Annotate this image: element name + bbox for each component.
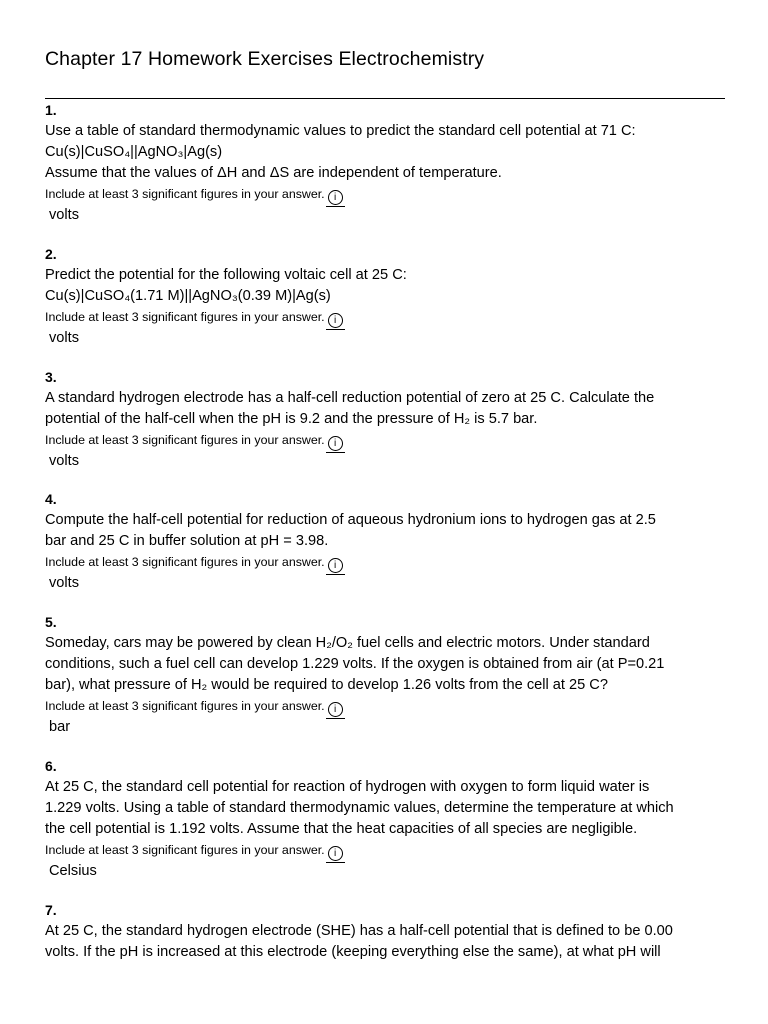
answer-unit: volts [49, 453, 80, 469]
question-5 [45, 613, 725, 738]
question-text-line: potential of the half-cell when the pH is 9.2 and the pressure of H₂ is 5.7 bar. [45, 411, 538, 427]
answer-unit: Celsius [49, 863, 97, 879]
sig-fig-hint [45, 696, 725, 717]
question-number: 1. [45, 102, 57, 118]
question-text-line: Cu(s)|CuSO₄(1.71 M)||AgNO₃(0.39 M)|Ag(s) [45, 288, 331, 304]
question-text-line: A standard hydrogen electrode has a half-cell reduction potential of zero at 25 C. Calculate the [45, 390, 655, 406]
hint-text: Include at least 3 significant figures in your answer. [45, 699, 325, 713]
sig-fig-hint [45, 430, 725, 451]
sig-fig-hint [45, 184, 725, 205]
info-icon[interactable]: i [328, 436, 343, 451]
question-text-line: Predict the potential for the following voltaic cell at 25 C: [45, 267, 407, 283]
question-text-line: Compute the half-cell potential for reduction of aqueous hydronium ions to hydrogen gas at 2.5 [45, 512, 656, 528]
hint-text: Include at least 3 significant figures in your answer. [45, 433, 325, 447]
question-number: 4. [45, 491, 57, 507]
sig-fig-hint [45, 840, 725, 861]
hint-text: Include at least 3 significant figures in your answer. [45, 187, 325, 201]
question-text-line: At 25 C, the standard cell potential for reaction of hydrogen with oxygen to form liquid water is [45, 779, 650, 795]
question-text-line: the cell potential is 1.192 volts. Assume that the heat capacities of all species are negligible. [45, 821, 638, 837]
question-number: 2. [45, 246, 57, 262]
answer-unit: volts [49, 330, 80, 346]
question-text-line: Cu(s)|CuSO₄||AgNO₃|Ag(s) [45, 144, 223, 160]
question-text-line: bar and 25 C in buffer solution at pH = 3.98. [45, 533, 329, 549]
question-7 [45, 901, 725, 963]
question-text-line: At 25 C, the standard hydrogen electrode (SHE) has a half-cell potential that is defined to be 0.00 [45, 923, 673, 939]
sig-fig-hint [45, 552, 725, 573]
info-icon[interactable]: i [328, 846, 343, 861]
answer-unit: volts [49, 207, 80, 223]
answer-unit: bar [49, 719, 71, 735]
hint-text: Include at least 3 significant figures in your answer. [45, 555, 325, 569]
question-number: 6. [45, 758, 57, 774]
question-1 [45, 101, 725, 226]
title-divider [45, 98, 725, 99]
sig-fig-hint [45, 307, 725, 328]
question-3 [45, 368, 725, 472]
info-icon[interactable]: i [328, 558, 343, 573]
info-icon[interactable]: i [328, 702, 343, 717]
page-title: Chapter 17 Homework Exercises Electrochemistry [45, 48, 485, 70]
question-text-line: Assume that the values of ΔH and ΔS are independent of temperature. [45, 165, 502, 181]
question-number: 3. [45, 369, 57, 385]
question-text-line: conditions, such a fuel cell can develop 1.229 volts. If the oxygen is obtained from air (at P=0.21 [45, 656, 665, 672]
question-number: 7. [45, 902, 57, 918]
question-2 [45, 245, 725, 349]
question-6 [45, 757, 725, 882]
worksheet-page [45, 0, 725, 1024]
question-text-line: volts. If the pH is increased at this electrode (keeping everything else the same), at what pH will [45, 944, 661, 960]
question-text-line: Someday, cars may be powered by clean H₂/O₂ fuel cells and electric motors. Under standard [45, 635, 650, 651]
hint-text: Include at least 3 significant figures in your answer. [45, 843, 325, 857]
question-text-line: 1.229 volts. Using a table of standard thermodynamic values, determine the temperature at which [45, 800, 674, 816]
answer-unit: volts [49, 575, 80, 591]
question-text-line: Use a table of standard thermodynamic values to predict the standard cell potential at 71 C: [45, 123, 636, 139]
hint-text: Include at least 3 significant figures in your answer. [45, 310, 325, 324]
question-4 [45, 490, 725, 594]
question-text-line: bar), what pressure of H₂ would be required to develop 1.26 volts from the cell at 25 C? [45, 677, 608, 693]
question-number: 5. [45, 614, 57, 630]
info-icon[interactable]: i [328, 313, 343, 328]
info-icon[interactable]: i [328, 190, 343, 205]
